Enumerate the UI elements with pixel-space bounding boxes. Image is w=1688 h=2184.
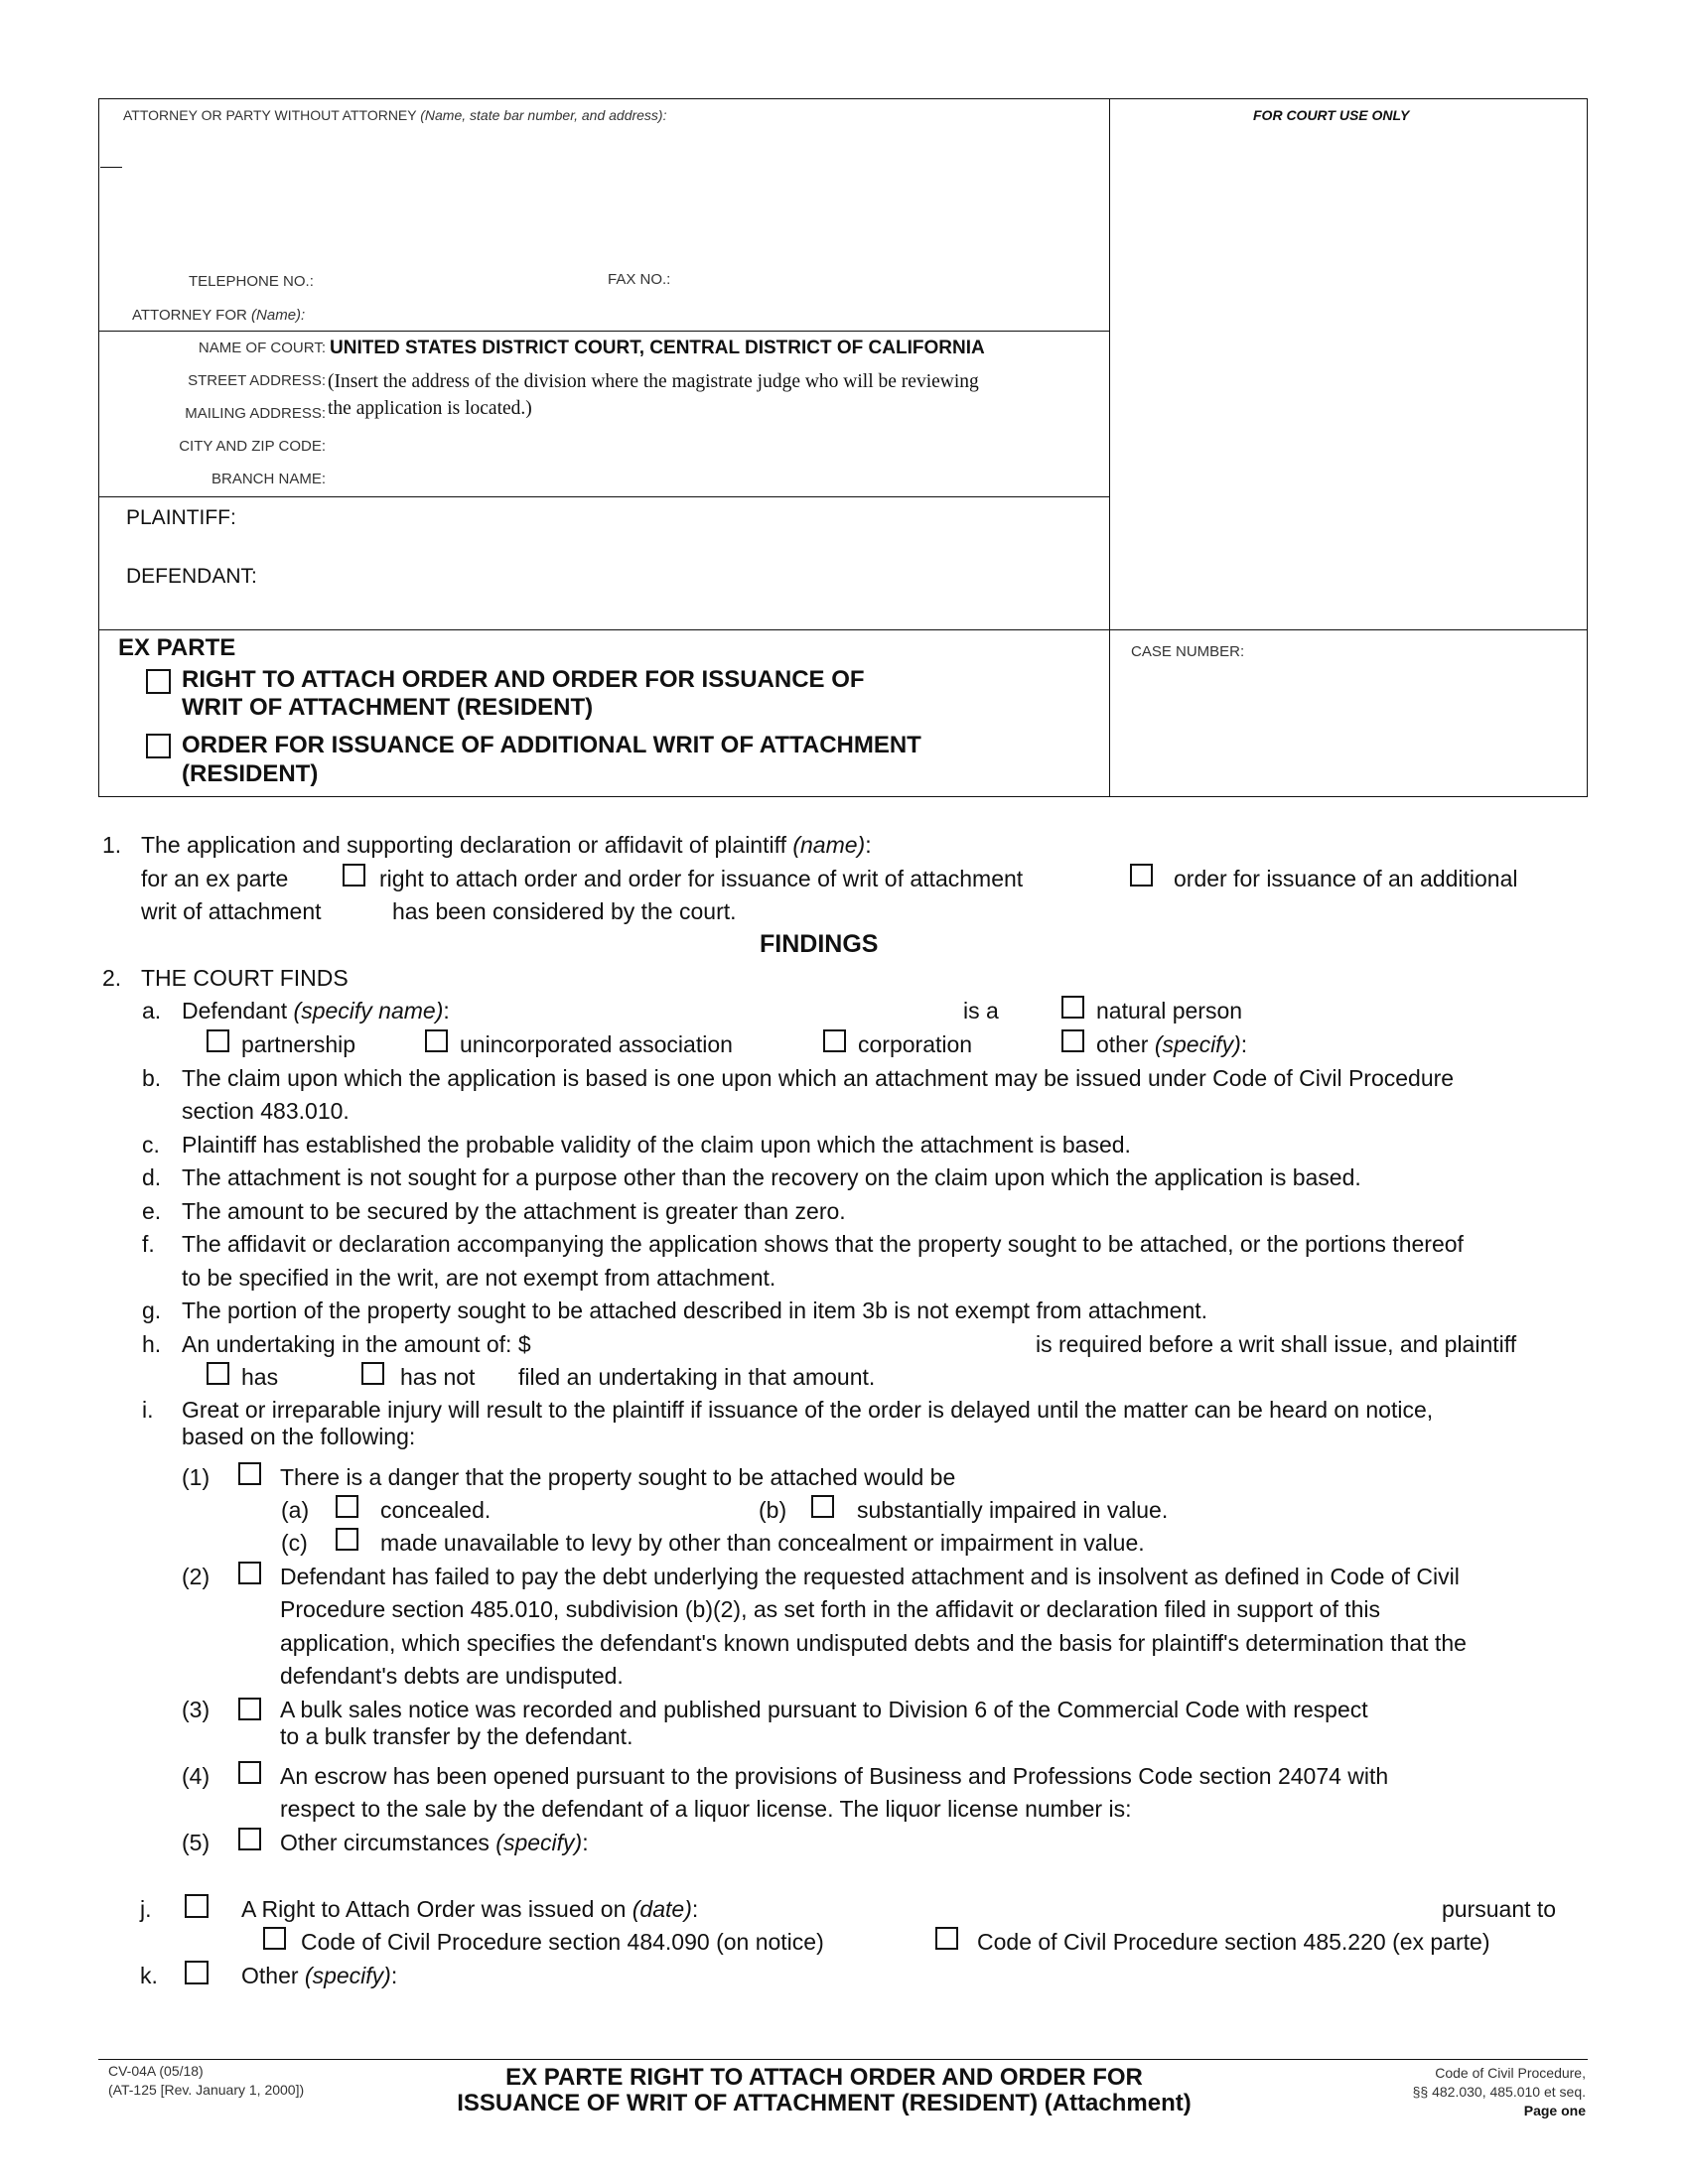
item2i1b-letter: (b) [759, 1497, 787, 1523]
item1-additional-writ-checkbox[interactable] [1130, 864, 1153, 887]
partnership-checkbox[interactable] [207, 1029, 229, 1052]
item1-line3a: writ of attachment [141, 898, 322, 924]
fax-label: FAX NO.: [608, 271, 671, 288]
item2i4-checkbox[interactable] [238, 1761, 261, 1784]
page-number: Page one [1523, 2103, 1586, 2118]
footer-title-line1: EX PARTE RIGHT TO ATTACH ORDER AND ORDER FOR [505, 2064, 1143, 2091]
item2d-text: The attachment is not sought for a purpose other than the recovery on the claim upon which the application is based. [182, 1164, 1361, 1190]
natural-person-label: natural person [1096, 998, 1243, 1024]
item2h-required: is required before a writ shall issue, and plaintiff [1036, 1331, 1517, 1357]
mailing-address-label: MAILING ADDRESS: [185, 405, 326, 422]
item2i5-text: Other circumstances (specify): [280, 1830, 589, 1855]
undertaking-has-label: has [241, 1364, 279, 1390]
unincorporated-association-label: unincorporated association [460, 1031, 733, 1057]
item2i2-number: (2) [182, 1564, 211, 1589]
item1-for-ex-parte: for an ex parte [141, 866, 289, 891]
item2i4-line2: respect to the sale by the defendant of a liquor license. The liquor license number is: [280, 1796, 1132, 1822]
item2-title: THE COURT FINDS [141, 965, 349, 991]
item2b-letter: b. [142, 1065, 162, 1091]
footer-code-line1: Code of Civil Procedure, [1435, 2065, 1586, 2081]
ccp-484090-checkbox[interactable] [263, 1927, 286, 1950]
ccp-484090-label: Code of Civil Procedure section 484.090 (on notice) [301, 1929, 824, 1955]
item1-opt1-label: right to attach order and order for issuance of writ of attachment [379, 866, 1024, 891]
item1-opt2-label: order for issuance of an additional [1174, 866, 1518, 891]
unincorporated-association-checkbox[interactable] [425, 1029, 448, 1052]
item2i1-number: (1) [182, 1464, 211, 1490]
attorney-for-label: ATTORNEY FOR (Name): [132, 307, 306, 324]
caption-divider [1109, 98, 1110, 797]
item2a-letter: a. [142, 998, 162, 1024]
item1-right-to-attach-checkbox[interactable] [343, 864, 365, 887]
item2i2-line4: defendant's debts are undisputed. [280, 1663, 624, 1689]
item2k-text: Other (specify): [241, 1963, 398, 1988]
item2e-letter: e. [142, 1198, 162, 1224]
street-address-value: (Insert the address of the division where the magistrate judge who will be reviewing [328, 371, 979, 392]
item2i4-line1: An escrow has been opened pursuant to the provisions of Business and Professions Code section 24074 with [280, 1763, 1389, 1789]
item2i1c-letter: (c) [281, 1530, 308, 1556]
attorney-section-divider [98, 331, 1110, 332]
item2i-line2: based on the following: [182, 1424, 416, 1449]
findings-heading: FINDINGS [760, 930, 879, 958]
item2i5-number: (5) [182, 1830, 211, 1855]
item2i2-line2: Procedure section 485.010, subdivision (b)(2), as set forth in the affidavit or declaration filed in support of this [280, 1596, 1381, 1622]
impaired-value-label: substantially impaired in value. [857, 1497, 1169, 1523]
item2i1a-letter: (a) [281, 1497, 310, 1523]
item2j-checkbox[interactable] [185, 1894, 209, 1918]
telephone-label: TELEPHONE NO.: [189, 273, 314, 290]
ccp-485220-label: Code of Civil Procedure section 485.220 (ex parte) [977, 1929, 1490, 1955]
item2f-line2: to be specified in the writ, are not exempt from attachment. [182, 1265, 776, 1291]
item2g-text: The portion of the property sought to be attached described in item 3b is not exempt from attachment. [182, 1297, 1208, 1323]
item2i2-checkbox[interactable] [238, 1562, 261, 1584]
item2i3-number: (3) [182, 1697, 211, 1722]
item2i3-checkbox[interactable] [238, 1698, 261, 1720]
item2e-text: The amount to be secured by the attachment is greater than zero. [182, 1198, 846, 1224]
caption-title-line4: (RESIDENT) [182, 760, 319, 787]
item2b-line1: The claim upon which the application is based is one upon which an attachment may be issued under Code of Civil Procedure [182, 1065, 1455, 1091]
item2k-checkbox[interactable] [185, 1961, 209, 1984]
parties-section-divider [98, 629, 1588, 630]
item1-line1: The application and supporting declaration or affidavit of plaintiff (name): [141, 832, 872, 858]
branch-name-label: BRANCH NAME: [211, 471, 326, 487]
item2i5-checkbox[interactable] [238, 1828, 261, 1850]
corporation-checkbox[interactable] [823, 1029, 846, 1052]
item2i1-text: There is a danger that the property sought to be attached would be [280, 1464, 956, 1490]
natural-person-checkbox[interactable] [1061, 996, 1084, 1019]
footer-code-line2: §§ 482.030, 485.010 et seq. [1412, 2084, 1586, 2100]
item2b-line2: section 483.010. [182, 1098, 350, 1124]
attorney-label: ATTORNEY OR PARTY WITHOUT ATTORNEY (Name, state bar number, and address): [123, 107, 667, 123]
corporation-label: corporation [858, 1031, 973, 1057]
item2j-text: A Right to Attach Order was issued on (date): [241, 1896, 699, 1922]
item2c-letter: c. [142, 1132, 160, 1158]
item2a-text: Defendant (specify name): [182, 998, 450, 1024]
court-section-divider [98, 496, 1110, 497]
name-of-court-value: UNITED STATES DISTRICT COURT, CENTRAL DISTRICT OF CALIFORNIA [330, 338, 985, 358]
attorney-name-tick [100, 167, 122, 168]
undertaking-filed-text: filed an undertaking in that amount. [518, 1364, 876, 1390]
item2f-letter: f. [142, 1231, 155, 1257]
caption-right-to-attach-checkbox[interactable] [146, 669, 171, 694]
item2j-letter: j. [140, 1896, 152, 1922]
form-number: CV-04A (05/18) [108, 2063, 204, 2079]
caption-additional-writ-checkbox[interactable] [146, 734, 171, 758]
item2g-letter: g. [142, 1297, 162, 1323]
item2i2-line3: application, which specifies the defendant's known undisputed debts and the basis for plaintiff's determination that the [280, 1630, 1467, 1656]
other-entity-label: other (specify): [1096, 1031, 1248, 1057]
concealed-label: concealed. [380, 1497, 492, 1523]
item2h-letter: h. [142, 1331, 162, 1357]
footer-title-line2: ISSUANCE OF WRIT OF ATTACHMENT (RESIDENT) (Attachment) [457, 2090, 1192, 2116]
caption-title-line1: RIGHT TO ATTACH ORDER AND ORDER FOR ISSUANCE OF [182, 666, 865, 693]
unavailable-levy-label: made unavailable to levy by other than concealment or impairment in value. [380, 1530, 1145, 1556]
item2i4-number: (4) [182, 1763, 211, 1789]
concealed-checkbox[interactable] [336, 1495, 358, 1518]
case-number-label: CASE NUMBER: [1131, 643, 1245, 660]
item1-number: 1. [102, 832, 122, 858]
unavailable-levy-checkbox[interactable] [336, 1528, 358, 1551]
street-address-label: STREET ADDRESS: [188, 372, 326, 389]
caption-title-line2: WRIT OF ATTACHMENT (RESIDENT) [182, 694, 594, 721]
item2i2-line1: Defendant has failed to pay the debt underlying the requested attachment and is insolvent as defined in Code of Civil [280, 1564, 1460, 1589]
item2i3-line2: to a bulk transfer by the defendant. [280, 1723, 633, 1749]
item2h-text: An undertaking in the amount of: $ [182, 1331, 531, 1357]
footer-title [397, 2065, 1251, 2116]
city-zip-label: CITY AND ZIP CODE: [179, 438, 326, 455]
defendant-label: DEFENDANT: [126, 565, 257, 588]
item2i3-line1: A bulk sales notice was recorded and published pursuant to Division 6 of the Commercial Code with respect [280, 1697, 1368, 1722]
item1-line3b: has been considered by the court. [392, 898, 737, 924]
item2a-is-a: is a [963, 998, 999, 1024]
caption-title-line3: ORDER FOR ISSUANCE OF ADDITIONAL WRIT OF ATTACHMENT [182, 732, 921, 758]
item2i-line1: Great or irreparable injury will result to the plaintiff if issuance of the order is delayed until the matter can be heard on notice, [182, 1397, 1434, 1423]
partnership-label: partnership [241, 1031, 356, 1057]
plaintiff-label: PLAINTIFF: [126, 506, 236, 529]
ex-parte-heading: EX PARTE [118, 634, 236, 661]
item2-number: 2. [102, 965, 122, 991]
impaired-value-checkbox[interactable] [811, 1495, 834, 1518]
ccp-485220-checkbox[interactable] [935, 1927, 958, 1950]
item2i1-checkbox[interactable] [238, 1462, 261, 1485]
other-entity-checkbox[interactable] [1061, 1029, 1084, 1052]
name-of-court-label: NAME OF COURT: [198, 340, 326, 356]
item2d-letter: d. [142, 1164, 162, 1190]
court-use-label: FOR COURT USE ONLY [1253, 107, 1410, 123]
item2f-line1: The affidavit or declaration accompanying the application shows that the property sought to be attached, or the portions thereof [182, 1231, 1464, 1257]
mailing-address-value: the application is located.) [328, 398, 532, 419]
item2k-letter: k. [140, 1963, 158, 1988]
at-form-number: (AT-125 [Rev. January 1, 2000]) [108, 2082, 305, 2098]
item2c-text: Plaintiff has established the probable validity of the claim upon which the attachment is based. [182, 1132, 1131, 1158]
undertaking-has-checkbox[interactable] [207, 1362, 229, 1385]
undertaking-has-not-label: has not [400, 1364, 476, 1390]
undertaking-has-not-checkbox[interactable] [361, 1362, 384, 1385]
footer-rule [98, 2059, 1588, 2060]
footer-code-block [1291, 2064, 1586, 2120]
item2i-letter: i. [142, 1397, 154, 1423]
item2j-pursuant: pursuant to [1442, 1896, 1557, 1922]
